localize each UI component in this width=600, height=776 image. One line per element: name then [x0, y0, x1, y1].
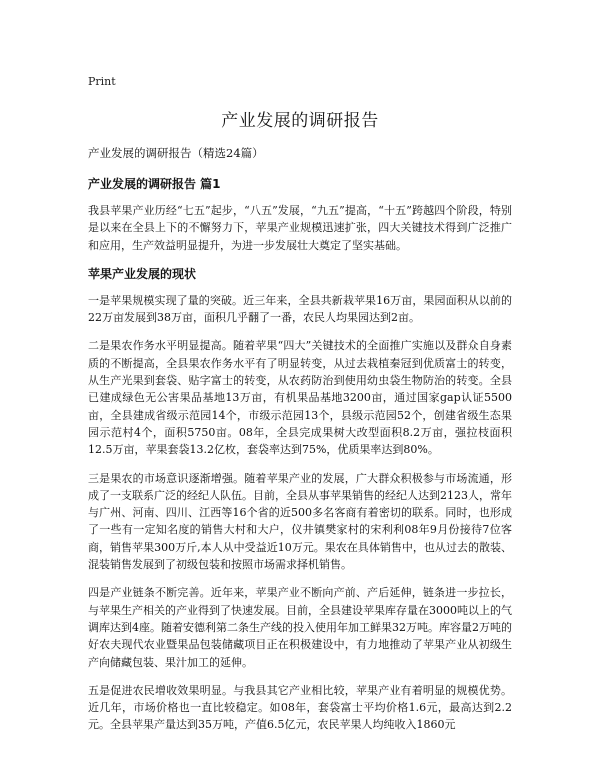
paragraph-2: 二是果农作务水平明显提高。随着苹果“四大”关键技术的全面推广实施以及群众自身素质的不断提高，全县果农作务水平有了明显转变，从过去栽植秦冠到优质富士的转变，从生产光果到套袋、贴字富士的转变，从农药防治到使用幼虫袋生物防治的转变。全县已建成绿色无公害果品基地13万亩，有机果品基地3200亩，通过国家gap认证5500亩，全县建成省级示范园14个，市级示范园13个，县级示范园52个，创建省级生态果园示范村4个，面积5750亩。08年，全县完成果树大改型面积8.2万亩，强拉枝面积12.5万亩，苹果套袋13.2亿枚，套袋率达到75%，优质果率达到80%。 — [88, 339, 512, 457]
section-heading-1: 产业发展的调研报告 篇1 — [88, 177, 221, 191]
page-title: 产业发展的调研报告 — [221, 111, 379, 131]
print-link[interactable]: Print — [88, 75, 116, 88]
paragraph-4: 四是产业链条不断完善。近年来，苹果产业不断向产前、产后延伸，链条进一步拉长，与苹果生产相关的产业得到了快速发展。目前，全县建设苹果库存量在3000吨以上的气调库达到4座。随着安德利第二条生产线的投入使用年加工鲜果32万吨。库容量2万吨的好农夫现代农业暨果品包装储藏项目正在积极建设中，有力地推动了苹果产业从初级生产向储藏包装、果汁加工的延伸。 — [88, 586, 512, 669]
subtitle: 产业发展的调研报告（精选24篇） — [88, 146, 264, 160]
paragraph-3: 三是果农的市场意识逐渐增强。随着苹果产业的发展，广大群众积极参与市场流通，形成了一支联系广泛的经纪人队伍。目前，全县从事苹果销售的经纪人达到2123人，常年与广州、河南、四川、江西等16个省的近500多名客商有着密切的联系。同时，也形成了一些有一定知名度的销售大村和大户，仪井镇樊家村的宋利利08年9月份接待7位客商，销售苹果300万斤,本人从中受益近10万元。果农在具体销售中，也从过去的散装、混装销售发展到了初级包装和按照市场需求择机销售。 — [88, 471, 512, 572]
paragraph-1: 一是苹果规模实现了量的突破。近三年来，全县共新栽苹果16万亩，果园面积从以前的22万亩发展到38万亩，面积几乎翻了一番，农民人均果园达到2亩。 — [88, 293, 512, 325]
section-heading-2: 苹果产业发展的现状 — [88, 266, 197, 281]
intro-paragraph: 我县苹果产业历经“七五”起步，“八五”发展，“九五”提高，“十五”跨越四个阶段，特别是以来在全县上下的不懈努力下，苹果产业规模迅速扩张，四大关键技术得到广泛推广和应用，生产效益明显提升，为进一步发展壮大奠定了坚实基础。 — [88, 204, 512, 252]
paragraph-5: 五是促进农民增收效果明显。与我县其它产业相比较，苹果产业有着明显的规模优势。近几年，市场价格也一直比较稳定。如08年，套袋富士平均价格1.6元，最高达到2.2元。全县苹果产量达到35万吨，产值6.5亿元，农民苹果人均纯收入1860元 — [88, 683, 512, 732]
